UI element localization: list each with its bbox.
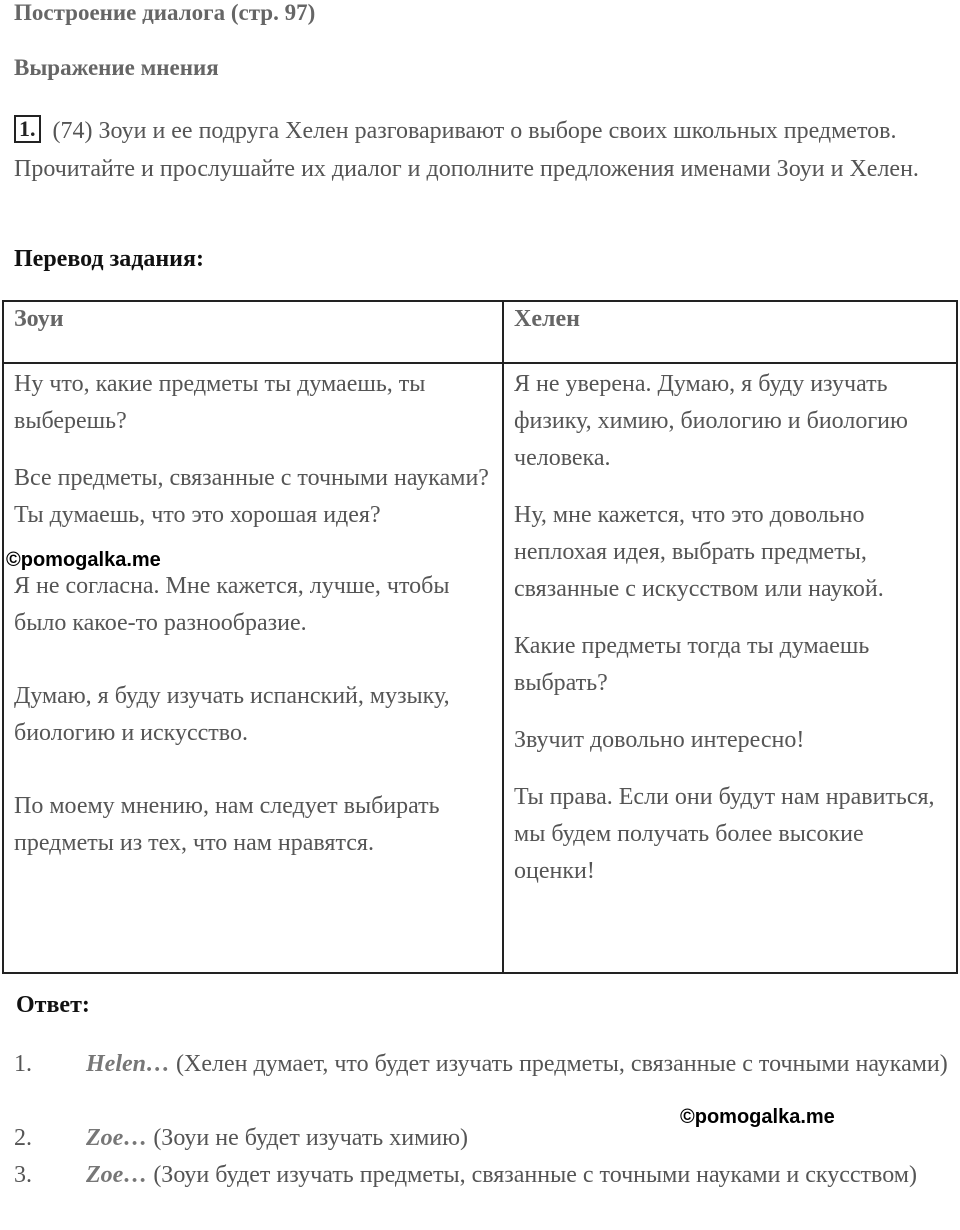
helen-line: Я не уверена. Думаю, я буду изучать физику, химию, биологию и биологию человека. [514, 371, 908, 471]
translation-heading: Перевод задания: [14, 246, 204, 272]
answer-name: Helen… [86, 1051, 170, 1077]
task-number: 1. [14, 115, 41, 143]
answer-item [14, 1046, 954, 1083]
answer-name: Zoe… [86, 1125, 148, 1151]
answer-number: 2. [14, 1125, 32, 1151]
helen-line: Звучит довольно интересно! [514, 727, 805, 753]
zoe-column [3, 363, 503, 973]
watermark: ©pomogalka.me [680, 1106, 835, 1128]
task-paragraph [14, 112, 944, 188]
helen-line: Ты права. Если они будут нам нравиться, мы будем получать более высокие оценки! [514, 784, 935, 884]
task-text: (74) Зоуи и ее подруга Хелен разговаривают о выборе своих школьных предметов. Прочитайте и прослушайте их диалог и дополните предложения именами Зоуи и Хелен. [14, 118, 919, 182]
answer-text: (Хелен думает, что будет изучать предметы, связанные с точными науками) [170, 1051, 948, 1077]
header-zoe: Зоуи [3, 301, 503, 363]
page-title: Построение диалога (стр. 97) [14, 0, 316, 25]
answer-number: 1. [14, 1051, 32, 1077]
answer-name: Zoe… [86, 1162, 148, 1188]
helen-column [503, 363, 957, 973]
answer-heading: Ответ: [16, 992, 90, 1018]
zoe-line: Я не согласна. Мне кажется, лучше, чтобы было какое-то разнообразие. [14, 573, 450, 636]
watermark: ©pomogalka.me [6, 549, 161, 571]
zoe-line: Думаю, я буду изучать испанский, музыку, биологию и искусство. [14, 683, 450, 746]
answer-text: (Зоуи не будет изучать химию) [147, 1125, 469, 1151]
table-row [3, 363, 957, 973]
zoe-line: Ну что, какие предметы ты думаешь, ты выберешь? [14, 371, 426, 434]
dialogue-table [2, 300, 958, 974]
table-header-row [3, 301, 957, 363]
zoe-line: По моему мнению, нам следует выбирать предметы из тех, что нам нравятся. [14, 793, 440, 856]
answer-item [14, 1157, 954, 1194]
zoe-line: Все предметы, связанные с точными науками? Ты думаешь, что это хорошая идея? [14, 465, 489, 528]
helen-line: Какие предметы тогда ты думаешь выбрать? [514, 633, 870, 696]
answer-text: (Зоуи будет изучать предметы, связанные с точными науками и скусством) [147, 1162, 917, 1188]
page-subtitle: Выражение мнения [14, 55, 219, 80]
header-helen: Хелен [503, 301, 957, 363]
answer-number: 3. [14, 1162, 32, 1188]
answer-item [14, 1120, 954, 1157]
helen-line: Ну, мне кажется, что это довольно неплохая идея, выбрать предметы, связанные с искусством или наукой. [514, 502, 884, 602]
